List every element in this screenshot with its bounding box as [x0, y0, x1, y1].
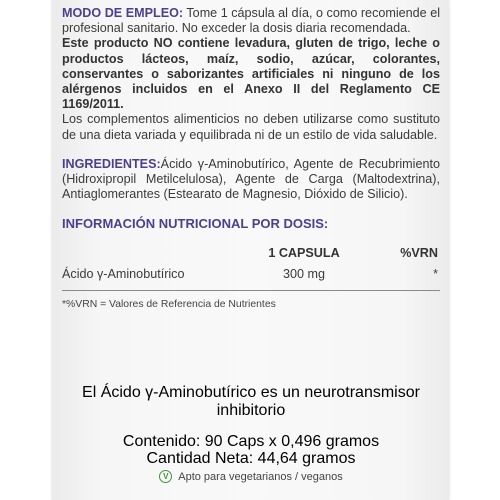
ingredientes-label: INGREDIENTES:	[62, 156, 161, 171]
modo-empleo-paragraph	[62, 6, 440, 36]
allergen-warning: Este producto NO contiene levadura, gluten de trigo, leche o productos lácteos, maíz, sodio, azúcar, colorantes, conservantes o saborizantes artificiales ni ninguno de los alérgenos incluidos en el Anexo II del Reglamento CE 1169/2011.	[62, 36, 440, 112]
vegan-check-icon: V	[159, 470, 172, 483]
gaba-note: El Ácido γ-Aminobutírico es un neurotransmisor inhibitorio	[82, 384, 420, 419]
label-content	[62, 6, 440, 312]
vegetarian-text: Apto para vegetarianos / veganos	[178, 470, 343, 483]
vrn-footnote: *%VRN = Valores de Referencia de Nutrientes	[62, 299, 276, 311]
complementos-note: Los complementos alimenticios no deben utilizarse como sustituto de una dieta variada y equilibrada ni de un estilo de vida saludable.	[62, 112, 440, 142]
nutrition-row-vrn: *	[433, 266, 438, 281]
modo-empleo-label: MODO DE EMPLEO:	[62, 6, 184, 20]
gaba-note-wrap	[62, 384, 440, 420]
nutrition-row	[62, 267, 440, 282]
nutrition-col-vrn: %VRN	[400, 245, 438, 260]
nutrition-header-row	[62, 246, 440, 261]
modo-empleo-text: Tome 1 cápsula al día, o como recomiende el profesional sanitario. No exceder la dosis diaria recomendada.	[62, 6, 440, 36]
nutrition-row-amount: 300 mg	[282, 266, 325, 281]
nutrition-col-capsula: 1 CAPSULA	[268, 245, 340, 260]
ingredientes-text: Ácido γ-Aminobutírico, Agente de Recubrimiento (Hidroxipropil Metilcelulosa), Agente de Carga (Maltodextrina), Antiaglomerantes (Estearato de Magnesio, Dióxido de Silicio).	[62, 156, 440, 202]
vegetarian-badge	[62, 470, 440, 483]
nutrition-title: INFORMACIÓN NUTRICIONAL POR DOSIS:	[62, 216, 329, 232]
nutrition-divider	[62, 290, 440, 291]
cantidad-wrap	[62, 450, 440, 468]
nutrition-row-name: Ácido γ-Aminobutírico	[62, 266, 185, 281]
ingredientes-paragraph	[62, 157, 440, 203]
contenido-wrap	[62, 433, 440, 451]
cantidad-text: Cantidad Neta: 44,64 gramos	[146, 450, 356, 467]
contenido-text: Contenido: 90 Caps x 0,496 gramos	[122, 433, 380, 450]
